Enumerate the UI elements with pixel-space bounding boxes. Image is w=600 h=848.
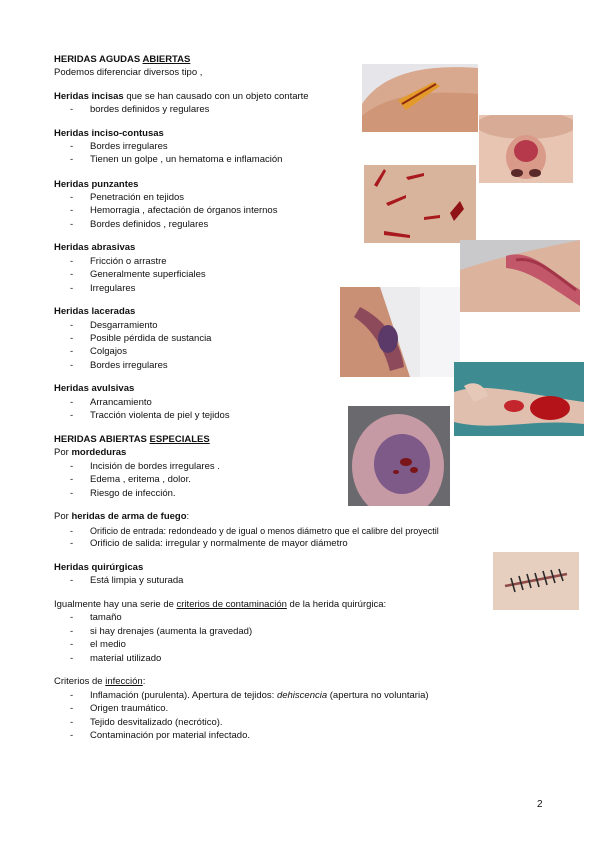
infeccion-intro: Criterios de infección: <box>54 676 146 687</box>
avulsion-photo <box>454 362 584 436</box>
contused-nose-photo <box>479 115 573 183</box>
list-item: - Irregulares <box>70 283 136 294</box>
heading-abrasivas: Heridas abrasivas <box>54 242 136 253</box>
heading-laceradas: Heridas laceradas <box>54 306 136 317</box>
stab-wounds-photo <box>364 165 476 243</box>
section-title-heridas-especiales: HERIDAS ABIERTAS ESPECIALES <box>54 434 210 445</box>
heading-avulsivas: Heridas avulsivas <box>54 383 135 394</box>
heading-inciso-contusas: Heridas inciso-contusas <box>54 128 164 139</box>
list-item: - Orificio de entrada: redondeado y de igual o menos diámetro que el calibre del proyectil <box>70 526 439 536</box>
list-item: - Fricción o arrastre <box>70 256 167 267</box>
list-item: - el medio <box>70 639 126 650</box>
list-item: - tamaño <box>70 612 122 623</box>
contaminacion-intro: Igualmente hay una serie de criterios de contaminación de la herida quirúrgica: <box>54 599 387 610</box>
list-item: - Incisión de bordes irregulares . <box>70 461 220 472</box>
list-item: - Está limpia y suturada <box>70 575 184 586</box>
list-item: - Contaminación por material infectado. <box>70 730 251 741</box>
list-item: - Edema , eritema , dolor. <box>70 474 191 485</box>
list-item: - Arrancamiento <box>70 397 152 408</box>
list-item: - Tejido desvitalizado (necrótico). <box>70 717 223 728</box>
bite-wound-photo <box>348 406 450 506</box>
list-item: - Posible pérdida de sustancia <box>70 333 212 344</box>
list-item: - Penetración en tejidos <box>70 192 185 203</box>
list-item: - Bordes irregulares <box>70 360 168 371</box>
list-item: - Generalmente superficiales <box>70 269 206 280</box>
list-item: - Origen traumático. <box>70 703 169 714</box>
list-item: - si hay drenajes (aumenta la gravedad) <box>70 626 253 637</box>
incised-wound-photo <box>362 64 478 132</box>
heading-punzantes: Heridas punzantes <box>54 179 139 190</box>
list-item: - Tracción violenta de piel y tejidos <box>70 410 230 421</box>
list-item: - material utilizado <box>70 653 162 664</box>
list-item: - Colgajos <box>70 346 127 357</box>
list-item: - bordes definidos y regulares <box>70 104 210 115</box>
list-item: - Riesgo de infección. <box>70 488 176 499</box>
list-item: - Orificio de salida: irregular y normalmente de mayor diámetro <box>70 538 348 549</box>
section-title-heridas-abiertas: HERIDAS AGUDAS ABIERTAS <box>54 54 191 65</box>
list-item: - Inflamación (purulenta). Apertura de tejidos: dehiscencia (apertura no voluntaria) <box>70 690 429 701</box>
abrasion-photo <box>460 240 580 312</box>
heading-quirurgicas: Heridas quirúrgicas <box>54 562 144 573</box>
laceration-photo <box>340 287 460 377</box>
sutured-wound-photo <box>493 552 579 610</box>
page-number: 2 <box>537 799 543 810</box>
intro-text: Podemos diferenciar diversos tipo , <box>54 67 203 78</box>
list-item: - Desgarramiento <box>70 320 158 331</box>
heading-mordeduras: Por mordeduras <box>54 447 127 458</box>
list-item: - Bordes irregulares <box>70 141 168 152</box>
heading-incisas: Heridas incisas que se han causado con un objeto contarte <box>54 91 309 102</box>
list-item: - Tienen un golpe , un hematoma e inflamación <box>70 154 283 165</box>
list-item: - Hemorragia , afectación de órganos internos <box>70 205 278 216</box>
list-item: - Bordes definidos , regulares <box>70 219 209 230</box>
heading-arma-de-fuego: Por heridas de arma de fuego: <box>54 511 190 522</box>
